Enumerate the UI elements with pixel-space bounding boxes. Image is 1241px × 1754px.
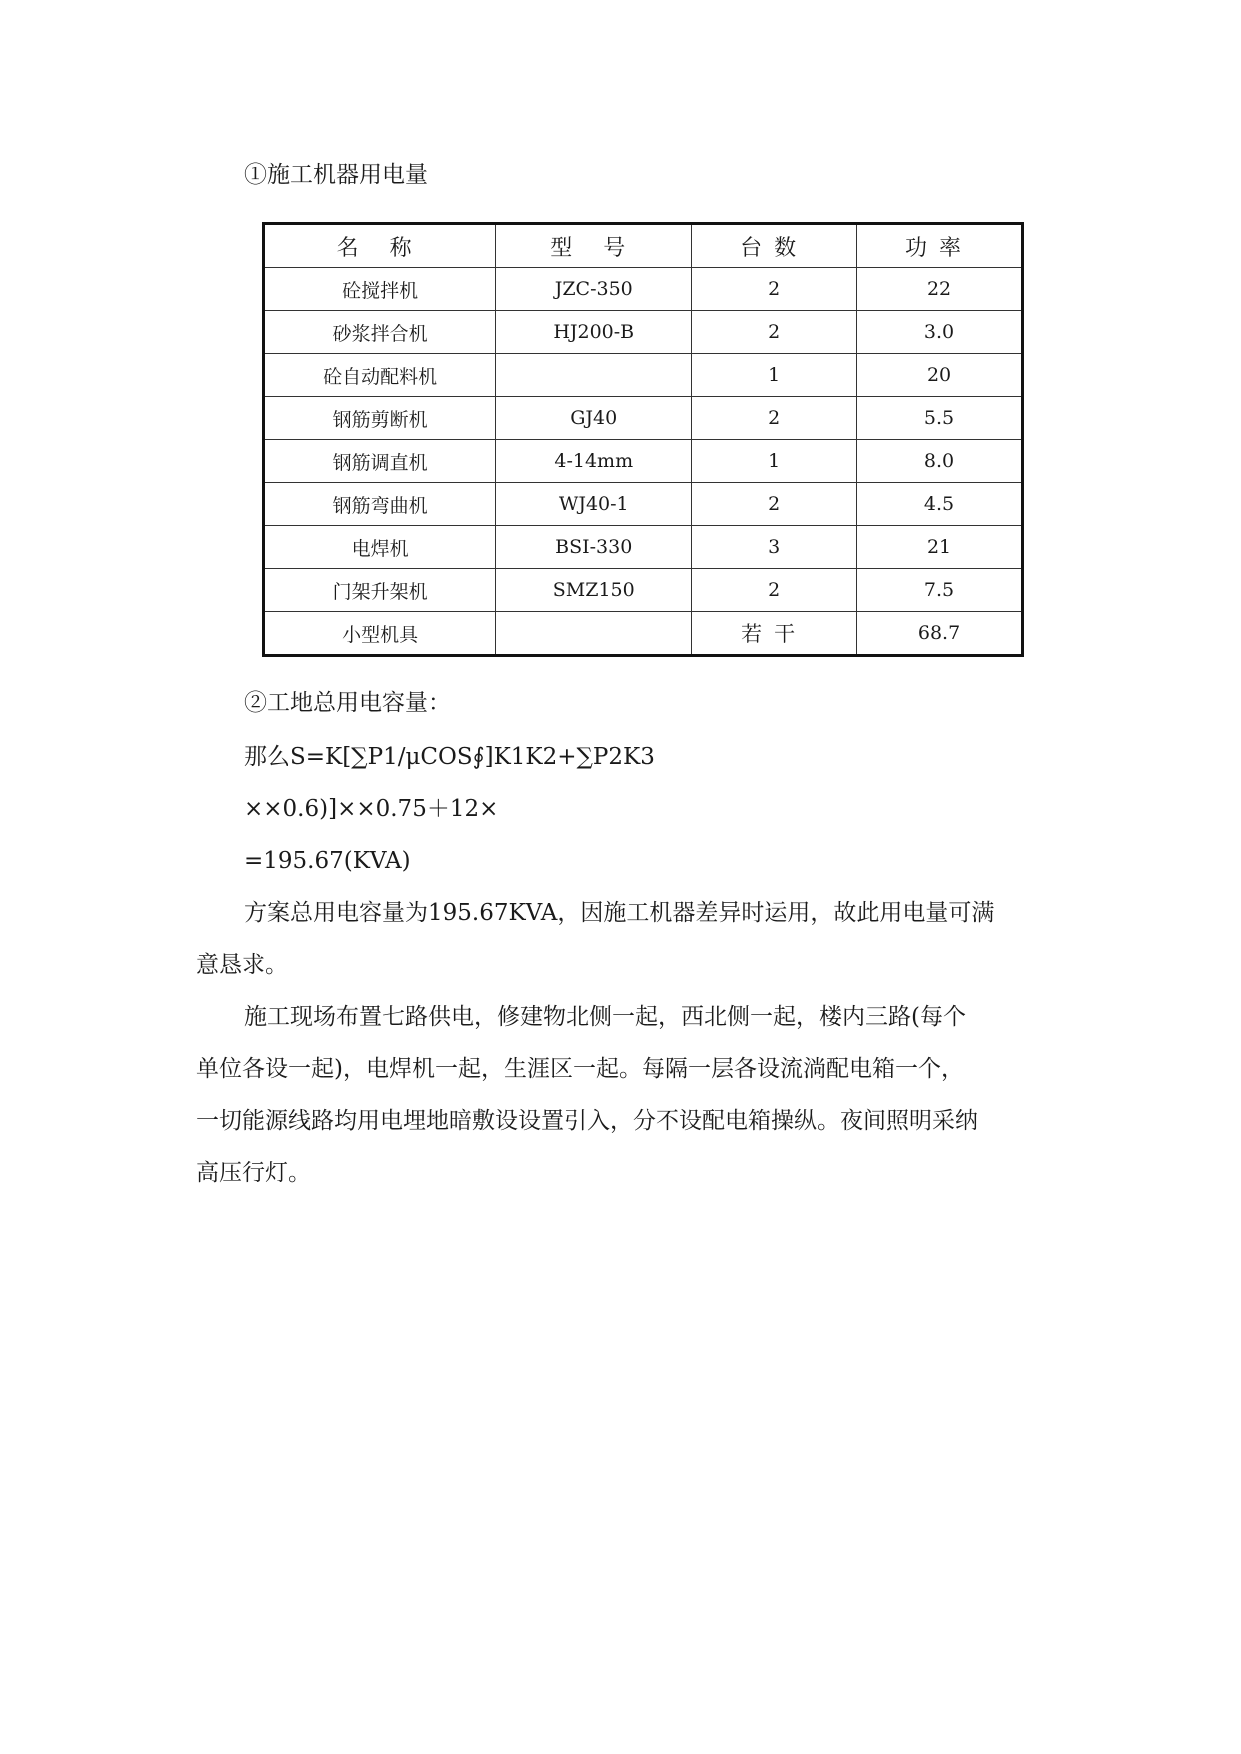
cell-power: 4.5 [857, 483, 1023, 526]
cell-count: 2 [692, 268, 857, 311]
paragraph-supply-line-1: 施工现场布置七路供电，修建物北侧一起，西北侧一起，楼内三路(每个 [244, 1004, 966, 1030]
section-heading-machine-power: ①施工机器用电量 [244, 162, 428, 188]
cell-name: 砼自动配料机 [264, 354, 496, 397]
table-row [264, 569, 1023, 612]
cell-power: 22 [857, 268, 1023, 311]
cell-model: 4-14mm [496, 440, 692, 483]
cell-power: 3.0 [857, 311, 1023, 354]
header-model: 型 号 [496, 224, 692, 268]
table-row [264, 268, 1023, 311]
paragraph-supply-line-2: 单位各设一起)，电焊机一起，生涯区一起。每隔一层各设流淌配电箱一个， [196, 1056, 964, 1082]
cell-power: 21 [857, 526, 1023, 569]
cell-name: 砂浆拌合机 [264, 311, 496, 354]
cell-count: 2 [692, 397, 857, 440]
cell-model: BSI-330 [496, 526, 692, 569]
formula-line-1: 那么S=K[∑P1/μCOS∮]K1K2+∑P2K3 [244, 744, 655, 770]
cell-name: 砼搅拌机 [264, 268, 496, 311]
cell-name: 小型机具 [264, 612, 496, 656]
cell-model: HJ200-B [496, 311, 692, 354]
cell-count: 2 [692, 569, 857, 612]
paragraph-supply-line-4: 高压行灯。 [196, 1160, 311, 1186]
table-row [264, 311, 1023, 354]
header-power: 功率 [857, 224, 1023, 268]
header-name: 名 称 [264, 224, 496, 268]
cell-count: 2 [692, 311, 857, 354]
cell-name: 钢筋剪断机 [264, 397, 496, 440]
paragraph-capacity-line-1: 方案总用电容量为195.67KVA，因施工机器差异时运用，故此用电量可满 [244, 900, 995, 926]
table-row [264, 354, 1023, 397]
cell-name: 电焊机 [264, 526, 496, 569]
cell-model [496, 354, 692, 397]
cell-count: 1 [692, 354, 857, 397]
machine-power-table [262, 222, 1024, 657]
section-heading-total-capacity: ②工地总用电容量： [244, 690, 451, 716]
cell-power: 5.5 [857, 397, 1023, 440]
formula-result: =195.67(KVA) [244, 848, 411, 874]
table-row [264, 397, 1023, 440]
cell-name: 钢筋调直机 [264, 440, 496, 483]
table-row [264, 526, 1023, 569]
cell-power: 20 [857, 354, 1023, 397]
cell-count: 3 [692, 526, 857, 569]
cell-model: GJ40 [496, 397, 692, 440]
cell-power: 68.7 [857, 612, 1023, 656]
table-row [264, 440, 1023, 483]
cell-count: 若干 [692, 612, 857, 656]
paragraph-supply-line-3: 一切能源线路均用电埋地暗敷设设置引入，分不设配电箱操纵。夜间照明采纳 [196, 1108, 978, 1134]
header-count: 台数 [692, 224, 857, 268]
cell-count: 1 [692, 440, 857, 483]
cell-model: SMZ150 [496, 569, 692, 612]
cell-count: 2 [692, 483, 857, 526]
cell-model: JZC-350 [496, 268, 692, 311]
cell-power: 7.5 [857, 569, 1023, 612]
cell-model [496, 612, 692, 656]
table-row [264, 612, 1023, 656]
table-header-row [264, 224, 1023, 268]
cell-power: 8.0 [857, 440, 1023, 483]
cell-name: 门架升架机 [264, 569, 496, 612]
paragraph-capacity-line-2: 意恳求。 [196, 952, 288, 978]
formula-line-2: ××0.6)]××0.75＋12× [244, 796, 499, 822]
table-row [264, 483, 1023, 526]
cell-model: WJ40-1 [496, 483, 692, 526]
cell-name: 钢筋弯曲机 [264, 483, 496, 526]
